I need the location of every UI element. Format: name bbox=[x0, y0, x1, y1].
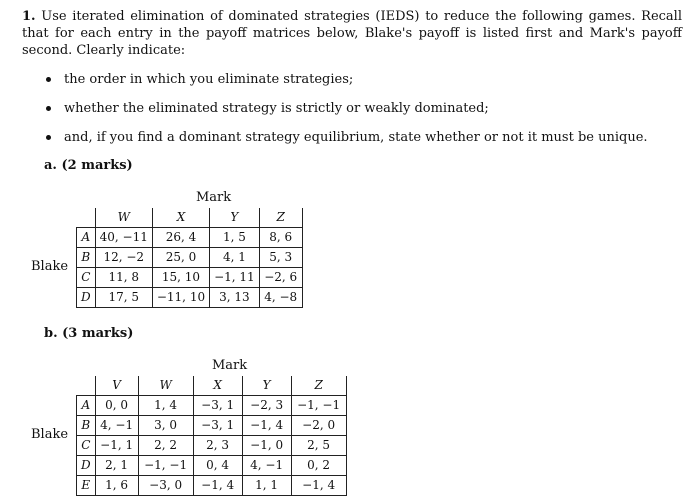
bullet-icon bbox=[46, 106, 51, 111]
part-b-column-player: Mark bbox=[212, 358, 248, 373]
part-b-row-player: Blake bbox=[31, 427, 69, 442]
payoff-cell: −1, 4 bbox=[193, 476, 242, 496]
question-text: Use iterated elimination of dominated strategies (IEDS) to reduce the following games. Recall that for each entry in the payoff matrices below, Blake's payoff is listed first and Mark's payoff second. Clearly indicate: bbox=[22, 9, 682, 58]
part-a-row-player: Blake bbox=[31, 259, 69, 274]
row-header: C bbox=[77, 436, 96, 456]
row-header: B bbox=[77, 416, 96, 436]
bullet-icon bbox=[46, 135, 51, 140]
part-a-column-player: Mark bbox=[196, 190, 232, 205]
payoff-cell: 0, 4 bbox=[193, 456, 242, 476]
payoff-cell: 2, 5 bbox=[291, 436, 346, 456]
table-row bbox=[77, 476, 347, 496]
payoff-cell: 4, −8 bbox=[259, 288, 302, 308]
column-header-row bbox=[77, 208, 303, 228]
column-header: W bbox=[95, 208, 152, 228]
payoff-cell: −1, 0 bbox=[242, 436, 291, 456]
row-header: D bbox=[77, 288, 96, 308]
question-number: 1. bbox=[22, 9, 36, 24]
row-header: A bbox=[77, 228, 96, 248]
payoff-cell: 1, 5 bbox=[210, 228, 260, 248]
payoff-cell: 8, 6 bbox=[259, 228, 302, 248]
payoff-cell: 25, 0 bbox=[152, 248, 209, 268]
payoff-cell: 26, 4 bbox=[152, 228, 209, 248]
bullet-icon bbox=[46, 77, 51, 82]
payoff-cell: 2, 3 bbox=[193, 436, 242, 456]
row-header: E bbox=[77, 476, 96, 496]
payoff-cell: 11, 8 bbox=[95, 268, 152, 288]
column-header: W bbox=[138, 376, 193, 396]
payoff-cell: −2, 3 bbox=[242, 396, 291, 416]
payoff-cell: 4, −1 bbox=[242, 456, 291, 476]
payoff-cell: 40, −11 bbox=[95, 228, 152, 248]
column-header: X bbox=[152, 208, 209, 228]
part-a-label: a. (2 marks) bbox=[44, 158, 133, 173]
question-intro bbox=[22, 8, 682, 59]
column-header: Z bbox=[259, 208, 302, 228]
payoff-cell: −3, 0 bbox=[138, 476, 193, 496]
payoff-cell: 17, 5 bbox=[95, 288, 152, 308]
instruction-item: whether the eliminated strategy is strictly or weakly dominated; bbox=[48, 101, 489, 116]
instruction-item: and, if you find a dominant strategy equilibrium, state whether or not it must be unique. bbox=[48, 130, 648, 145]
document-page bbox=[22, 8, 682, 59]
column-header-row bbox=[77, 376, 347, 396]
row-header: D bbox=[77, 456, 96, 476]
payoff-cell: 3, 13 bbox=[210, 288, 260, 308]
payoff-cell: 2, 1 bbox=[95, 456, 138, 476]
payoff-cell: 2, 2 bbox=[138, 436, 193, 456]
payoff-cell: −3, 1 bbox=[193, 416, 242, 436]
column-header: Y bbox=[210, 208, 260, 228]
row-header: B bbox=[77, 248, 96, 268]
part-a-payoff-matrix bbox=[76, 208, 303, 308]
payoff-cell: 0, 2 bbox=[291, 456, 346, 476]
payoff-cell: 4, 1 bbox=[210, 248, 260, 268]
payoff-cell: 0, 0 bbox=[95, 396, 138, 416]
table-row bbox=[77, 436, 347, 456]
payoff-cell: −1, −1 bbox=[291, 396, 346, 416]
table-row bbox=[77, 228, 303, 248]
row-header: C bbox=[77, 268, 96, 288]
payoff-cell: 1, 1 bbox=[242, 476, 291, 496]
part-b-payoff-matrix bbox=[76, 376, 347, 496]
table-row bbox=[77, 268, 303, 288]
payoff-cell: −1, 11 bbox=[210, 268, 260, 288]
payoff-cell: 3, 0 bbox=[138, 416, 193, 436]
payoff-cell: 1, 6 bbox=[95, 476, 138, 496]
payoff-cell: 12, −2 bbox=[95, 248, 152, 268]
table-row bbox=[77, 456, 347, 476]
table-row bbox=[77, 396, 347, 416]
payoff-cell: 4, −1 bbox=[95, 416, 138, 436]
part-b-label: b. (3 marks) bbox=[44, 326, 134, 341]
payoff-cell: −1, 4 bbox=[242, 416, 291, 436]
payoff-cell: −2, 6 bbox=[259, 268, 302, 288]
payoff-cell: 5, 3 bbox=[259, 248, 302, 268]
payoff-cell: −1, 4 bbox=[291, 476, 346, 496]
payoff-cell: 1, 4 bbox=[138, 396, 193, 416]
payoff-cell: −1, −1 bbox=[138, 456, 193, 476]
column-header: Z bbox=[291, 376, 346, 396]
payoff-cell: −11, 10 bbox=[152, 288, 209, 308]
column-header: V bbox=[95, 376, 138, 396]
table-row bbox=[77, 248, 303, 268]
payoff-cell: −2, 0 bbox=[291, 416, 346, 436]
column-header: X bbox=[193, 376, 242, 396]
row-header: A bbox=[77, 396, 96, 416]
table-row bbox=[77, 416, 347, 436]
payoff-cell: −3, 1 bbox=[193, 396, 242, 416]
payoff-cell: −1, 1 bbox=[95, 436, 138, 456]
column-header: Y bbox=[242, 376, 291, 396]
instruction-item: the order in which you eliminate strategies; bbox=[48, 72, 353, 87]
table-row bbox=[77, 288, 303, 308]
payoff-cell: 15, 10 bbox=[152, 268, 209, 288]
